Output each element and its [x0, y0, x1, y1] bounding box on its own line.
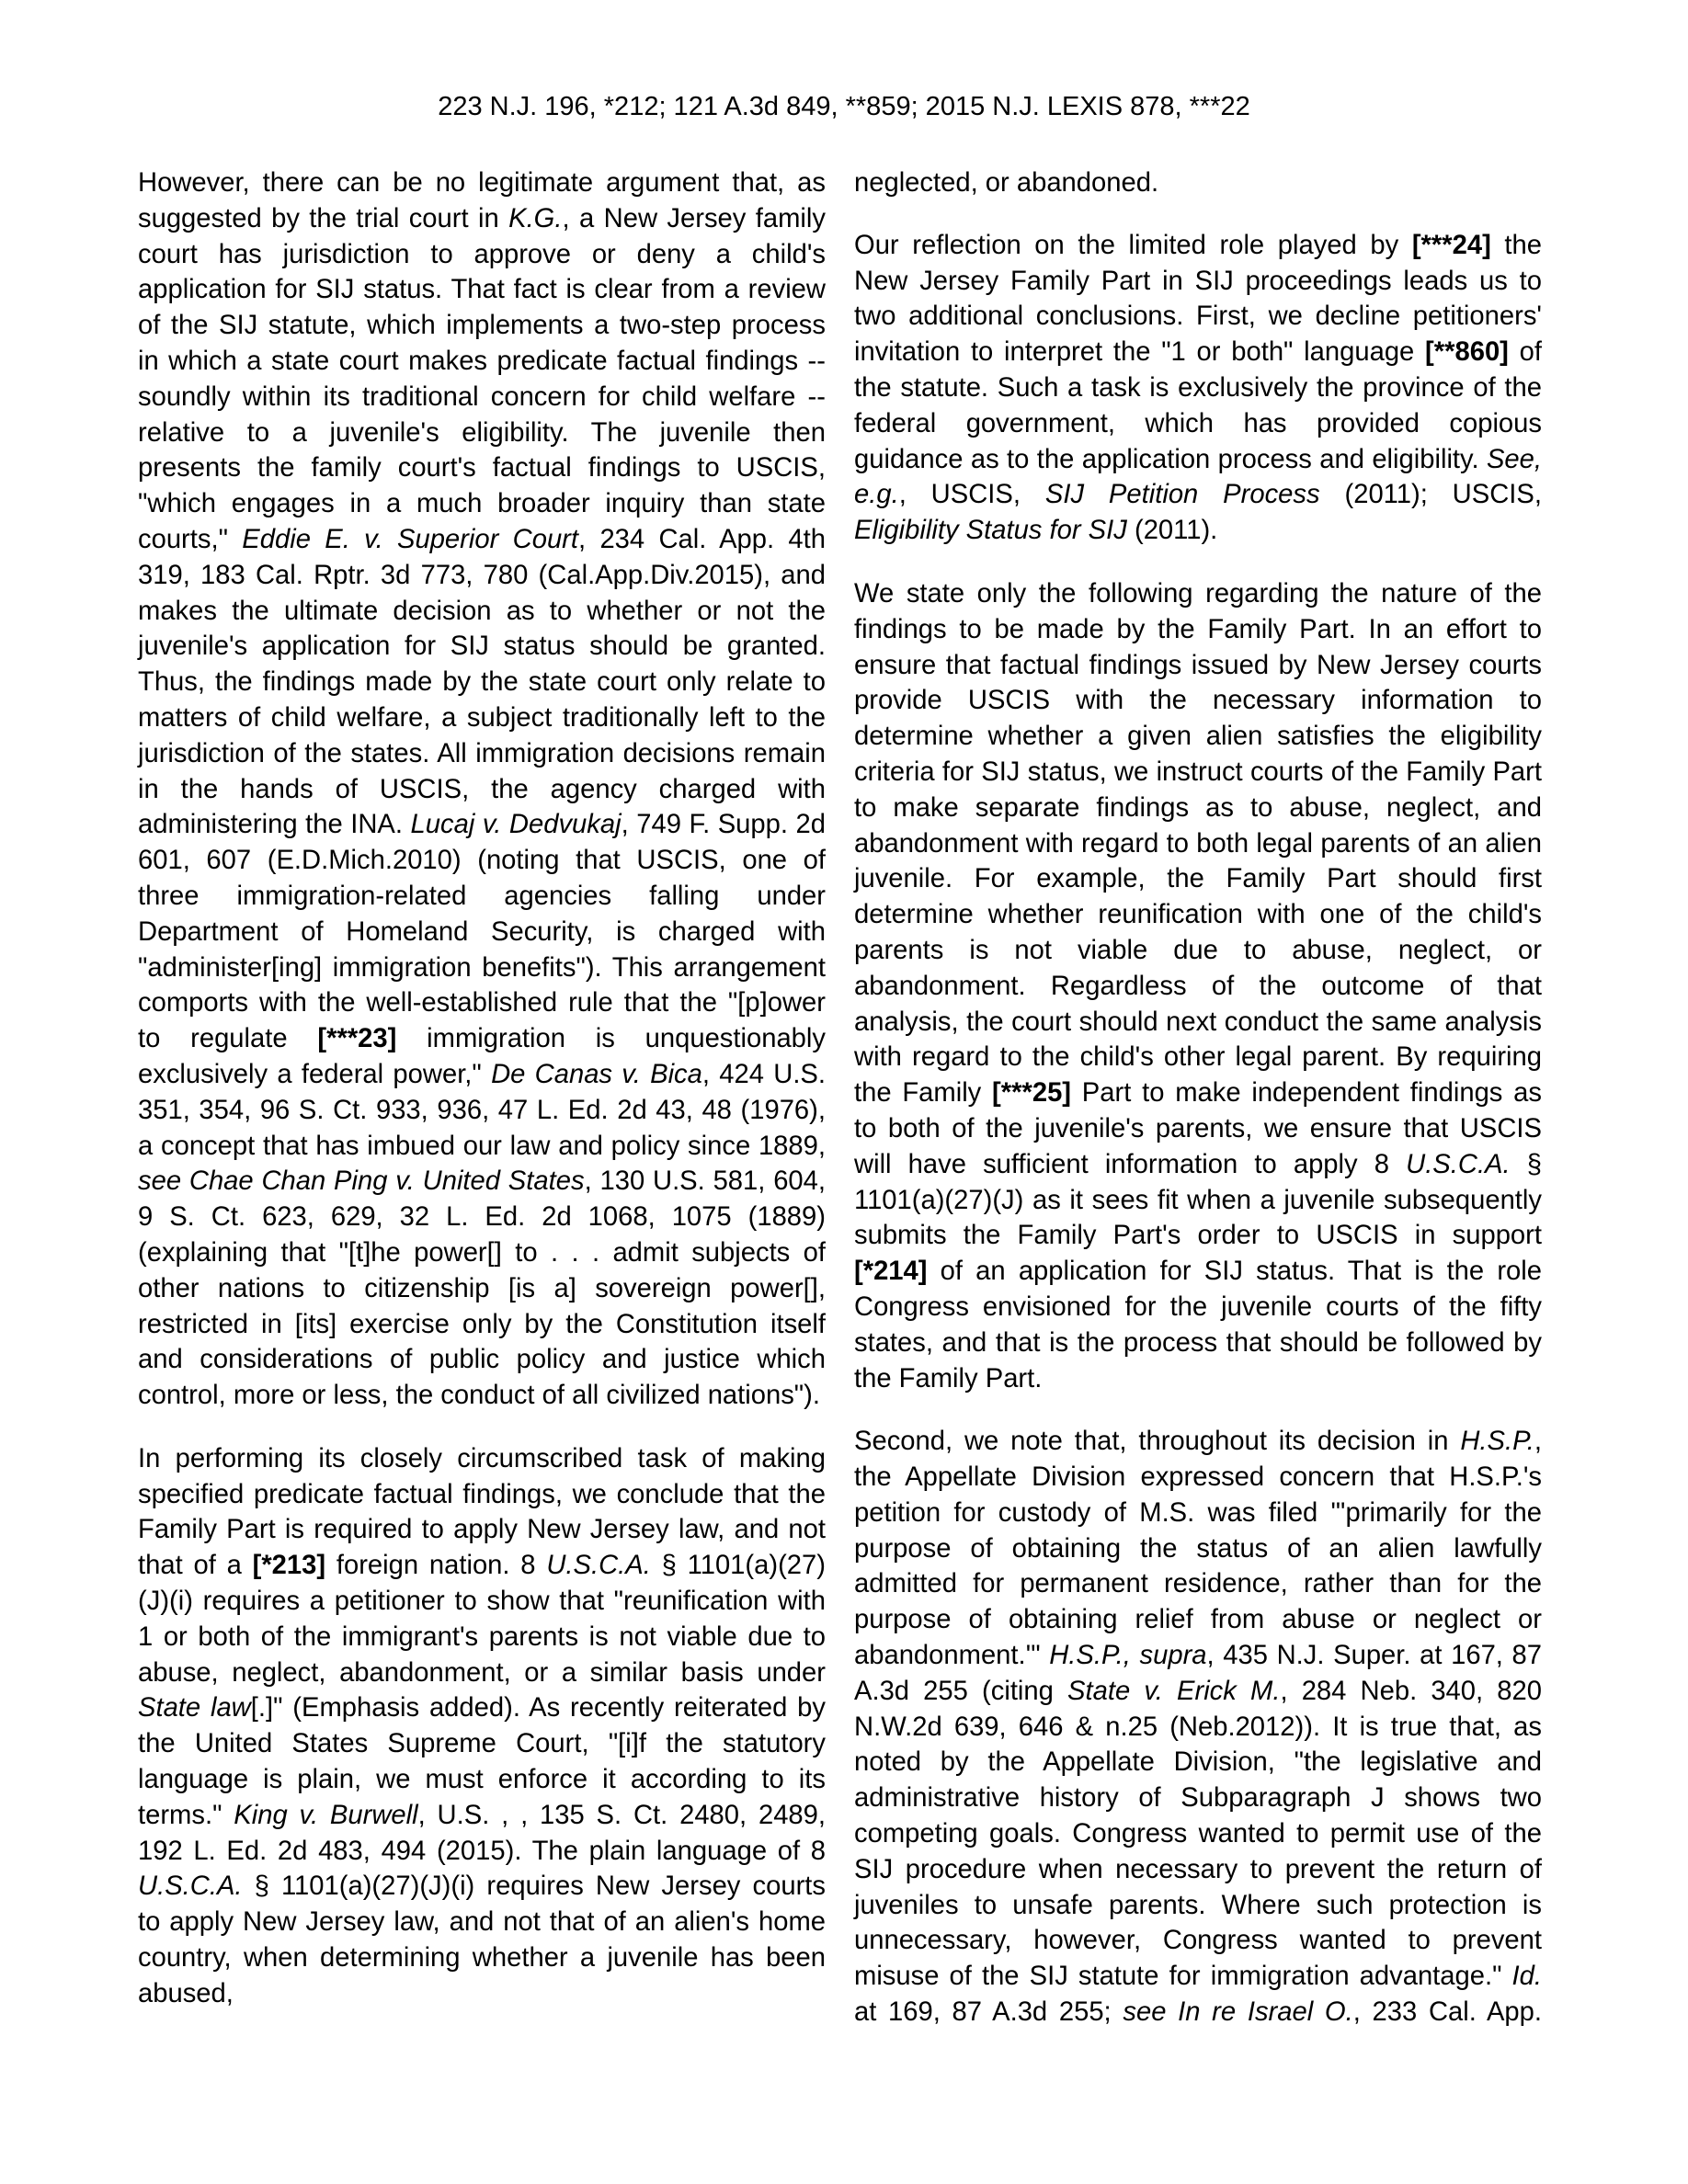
paragraph: neglected, or abandoned.	[854, 168, 1159, 198]
case-name: Eddie E. v. Superior Court	[242, 524, 579, 554]
case-name: H.S.P., supra	[1049, 1641, 1207, 1671]
statute-name: U.S.C.A.	[546, 1551, 651, 1581]
paragraph: Our reflection on the limited role played by [***24] the New Jersey Family Part in SIJ proceedings leads us to two additional conclusions. First, we decline petitioners' invitation to interpret the "1 or both" language [**860] of the statute. Such a task is exclusively the province of the federal government, which has provided copious guidance as to the application process and eligibility. See, e.g., USCIS, SIJ Petition Process (2011); USCIS, Eligibility Status for SIJ (2011).	[854, 230, 1543, 546]
statute-name: U.S.C.A.	[1406, 1149, 1511, 1179]
signal-text: See, e.g.	[854, 444, 1542, 510]
page-pin-cite: [**860]	[1425, 337, 1509, 368]
case-name: State v. Erick M.	[1067, 1676, 1281, 1706]
signal-text: Id.	[1511, 1962, 1542, 1992]
paragraph: However, there can be no legitimate argument that, as suggested by the trial court in K.G., a New Jersey family court has jurisdiction to approve or deny a child's application for SIJ status. That fact is clear from a review of the SIJ statute, which implements a two-step process in which a state court makes predicate factual findings -- soundly within its traditional concern for child welfare -- relative to a juvenile's eligibility. The juvenile then presents the family court's factual findings to USCIS, "which engages in a much broader inquiry than state courts," Eddie E. v. Superior Court, 234 Cal. App. 4th 319, 183 Cal. Rptr. 3d 773, 780 (Cal.App.Div.2015), and makes the ultimate decision as to whether or not the juvenile's application for SIJ status should be granted. Thus, the findings made by the state court only relate to matters of child welfare, a subject traditionally left to the jurisdiction of the states. All immigration decisions remain in the hands of USCIS, the agency charged with administering the INA. Lucaj v. Dedvukaj, 749 F. Supp. 2d 601, 607 (E.D.Mich.2010) (noting that USCIS, one of three immigration-related agencies falling under Department of Homeland Security, is charged with "administer[ing] immigration benefits"). This arrangement comports with the well-established rule that the "[p]ower to regulate [***23] immigration is unquestionably exclusively a federal power," De Canas v. Bica, 424 U.S. 351, 354, 96 S. Ct. 933, 936, 47 L. Ed. 2d 43, 48 (1976), a concept that has imbued our law and policy since 1889, see Chae Chan Ping v. United States, 130 U.S. 581, 604, 9 S. Ct. 623, 629, 32 L. Ed. 2d 1068, 1075 (1889) (explaining that "[t]he power[] to . . . admit subjects of other nations to citizenship [is a] sovereign power[], restricted in [its] exercise only by the Constitution itself and considerations of public policy and justice which control, more or less, the conduct of all civilized nations").	[138, 168, 827, 1411]
emphasized-text: State law	[138, 1693, 251, 1723]
page-pin-cite: [*214]	[854, 1257, 928, 1287]
case-name: K.G.	[508, 203, 563, 233]
left-column	[138, 165, 826, 2012]
paragraph: In performing its closely circumscribed task of making specified predicate factual findings, we conclude that the Family Part is required to apply New Jersey law, and not that of a [*213] foreign nation. 8 U.S.C.A. § 1101(a)(27)(J)(i) requires a petitioner to show that "reunification with 1 or both of the immigrant's parents is not viable due to abuse, neglect, abandonment, or a similar basis under State law[.]" (Emphasis added). As recently reiterated by the United States Supreme Court, "[i]f the statutory language is plain, we must enforce it according to its terms." King v. Burwell, U.S. , , 135 S. Ct. 2480, 2489, 192 L. Ed. 2d 483, 494 (2015). The plain language of 8 U.S.C.A. § 1101(a)(27)(J)(i) requires New Jersey courts to apply New Jersey law, and not that of an alien's home country, when determining whether a juvenile has been abused,	[138, 1443, 826, 2008]
case-name: De Canas v. Bica	[491, 1059, 702, 1089]
page-pin-cite: [***25]	[992, 1078, 1072, 1109]
statute-name: U.S.C.A.	[138, 1871, 243, 1902]
case-name: H.S.P.	[1460, 1427, 1534, 1457]
paragraph: We state only the following regarding the nature of the findings to be made by the Family Part. In an effort to ensure that factual findings issued by New Jersey courts provide USCIS with the necessary information to determine whether a given alien satisfies the eligibility criteria for SIJ status, we instruct courts of the Family Part to make separate findings as to abuse, neglect, and abandonment with regard to both legal parents of an alien juvenile. For example, the Family Part should first determine whether reunification with one of the child's parents is not viable due to abuse, neglect, or abandonment. Regardless of the outcome of that analysis, the court should next conduct the same analysis with regard to the child's other legal parent. By requiring the Family [***25] Part to make independent findings as to both of the juvenile's parents, we ensure that USCIS will have sufficient information to apply 8 U.S.C.A. § 1101(a)(27)(J) as it sees fit when a juvenile subsequently submits the Family Part's order to USCIS in support [*214] of an application for SIJ status. That is the role Congress envisioned for the juvenile courts of the fifty states, and that is the process that should be followed by the Family Part.	[854, 578, 1543, 1393]
paragraph: Second, we note that, throughout its decision in H.S.P., the Appellate Division expressed concern that H.S.P.'s petition for custody of M.S. was filed "'primarily for the purpose of obtaining the status of an alien lawfully admitted for permanent residence, rather than for the purpose of obtaining relief from abuse or neglect or abandonment.'" H.S.P., supra, 435 N.J. Super. at 167, 87 A.3d 255 (citing State v. Erick M., 284 Neb. 340, 820 N.W.2d 639, 646 & n.25 (Neb.2012)). It is true that, as noted by the Appellate Division, "the legislative and administrative history of Subparagraph J shows two competing goals. Congress wanted to permit use of the SIJ procedure when necessary to prevent the return of juveniles to unsafe parents. Where such protection is unnecessary, however, Congress wanted to prevent misuse of the SIJ statute for immigration advantage." Id. at 169, 87 A.3d 255; see In re Israel O., 233 Cal. App.	[854, 1427, 1542, 2028]
document-title: Eligibility Status for SIJ	[854, 516, 1127, 546]
case-name: King v. Burwell	[234, 1800, 418, 1830]
right-column	[854, 165, 1542, 2030]
case-name: see Chae Chan Ping v. United States	[138, 1166, 585, 1197]
page-pin-cite: [***24]	[1411, 230, 1491, 260]
case-name: see In re Israel O.	[1123, 1997, 1353, 2028]
page-pin-cite: [***23]	[317, 1024, 397, 1054]
document-title: SIJ Petition Process	[1044, 480, 1320, 510]
page-header-citation: 223 N.J. 196, *212; 121 A.3d 849, **859; 2015 N.J. LEXIS 878, ***22	[438, 92, 1250, 121]
case-name: Lucaj v. Dedvukaj	[410, 810, 622, 840]
page-pin-cite: [*213]	[252, 1551, 326, 1581]
